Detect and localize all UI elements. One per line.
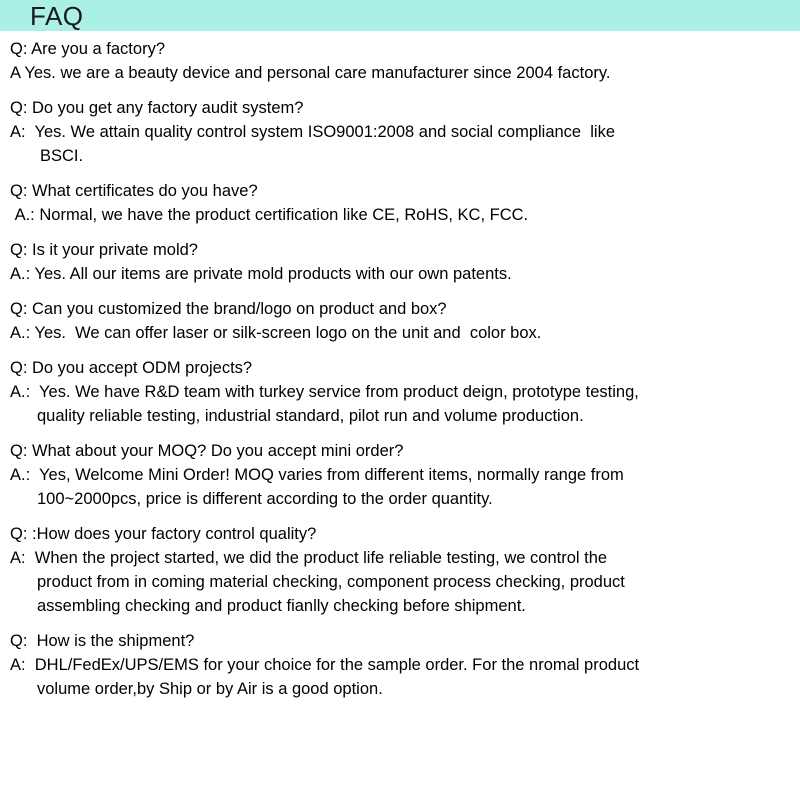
faq-item bbox=[10, 96, 792, 168]
faq-answer-line: A Yes. we are a beauty device and personal care manufacturer since 2004 factory. bbox=[10, 64, 611, 82]
faq-question: Q: :How does your factory control quality? bbox=[10, 525, 317, 543]
faq-item bbox=[10, 629, 792, 701]
faq-answer-line: A.: Yes. We have R&D team with turkey service from product deign, prototype testing, bbox=[10, 383, 639, 401]
faq-item bbox=[10, 356, 792, 428]
faq-header-banner bbox=[0, 0, 800, 31]
faq-content bbox=[0, 31, 800, 701]
faq-item bbox=[10, 238, 792, 286]
faq-item bbox=[10, 439, 792, 511]
faq-answer-line: A: DHL/FedEx/UPS/EMS for your choice for the sample order. For the nromal product bbox=[10, 656, 640, 674]
page-title: FAQ bbox=[30, 0, 84, 31]
faq-question: Q: Do you get any factory audit system? bbox=[10, 99, 304, 117]
faq-item bbox=[10, 522, 792, 618]
faq-answer-line: A: When the project started, we did the product life reliable testing, we control the bbox=[10, 549, 608, 567]
faq-item bbox=[10, 37, 792, 85]
faq-answer-line: BSCI. bbox=[40, 147, 84, 165]
faq-item bbox=[10, 297, 792, 345]
faq-question: Q: What certificates do you have? bbox=[10, 182, 258, 200]
faq-item bbox=[10, 179, 792, 227]
faq-answer-line: A.: Normal, we have the product certification like CE, RoHS, KC, FCC. bbox=[10, 206, 529, 224]
faq-answer-line: A: Yes. We attain quality control system ISO9001:2008 and social compliance like bbox=[10, 123, 616, 141]
faq-question: Q: How is the shipment? bbox=[10, 632, 195, 650]
faq-question: Q: Are you a factory? bbox=[10, 40, 165, 58]
faq-answer-line: A.: Yes. We can offer laser or silk-screen logo on the unit and color box. bbox=[10, 324, 542, 342]
faq-answer-line: volume order,by Ship or by Air is a good option. bbox=[37, 680, 383, 698]
faq-answer-line: assembling checking and product fianlly checking before shipment. bbox=[37, 597, 526, 615]
faq-question: Q: Is it your private mold? bbox=[10, 241, 198, 259]
faq-answer-line: A.: Yes. All our items are private mold products with our own patents. bbox=[10, 265, 512, 283]
faq-question: Q: What about your MOQ? Do you accept mini order? bbox=[10, 442, 404, 460]
faq-question: Q: Can you customized the brand/logo on product and box? bbox=[10, 300, 447, 318]
faq-answer-line: quality reliable testing, industrial standard, pilot run and volume production. bbox=[37, 407, 584, 425]
faq-answer-line: A.: Yes, Welcome Mini Order! MOQ varies from different items, normally range from bbox=[10, 466, 624, 484]
faq-question: Q: Do you accept ODM projects? bbox=[10, 359, 253, 377]
faq-answer-line: product from in coming material checking, component process checking, product bbox=[37, 573, 625, 591]
faq-answer-line: 100~2000pcs, price is different according to the order quantity. bbox=[37, 490, 493, 508]
